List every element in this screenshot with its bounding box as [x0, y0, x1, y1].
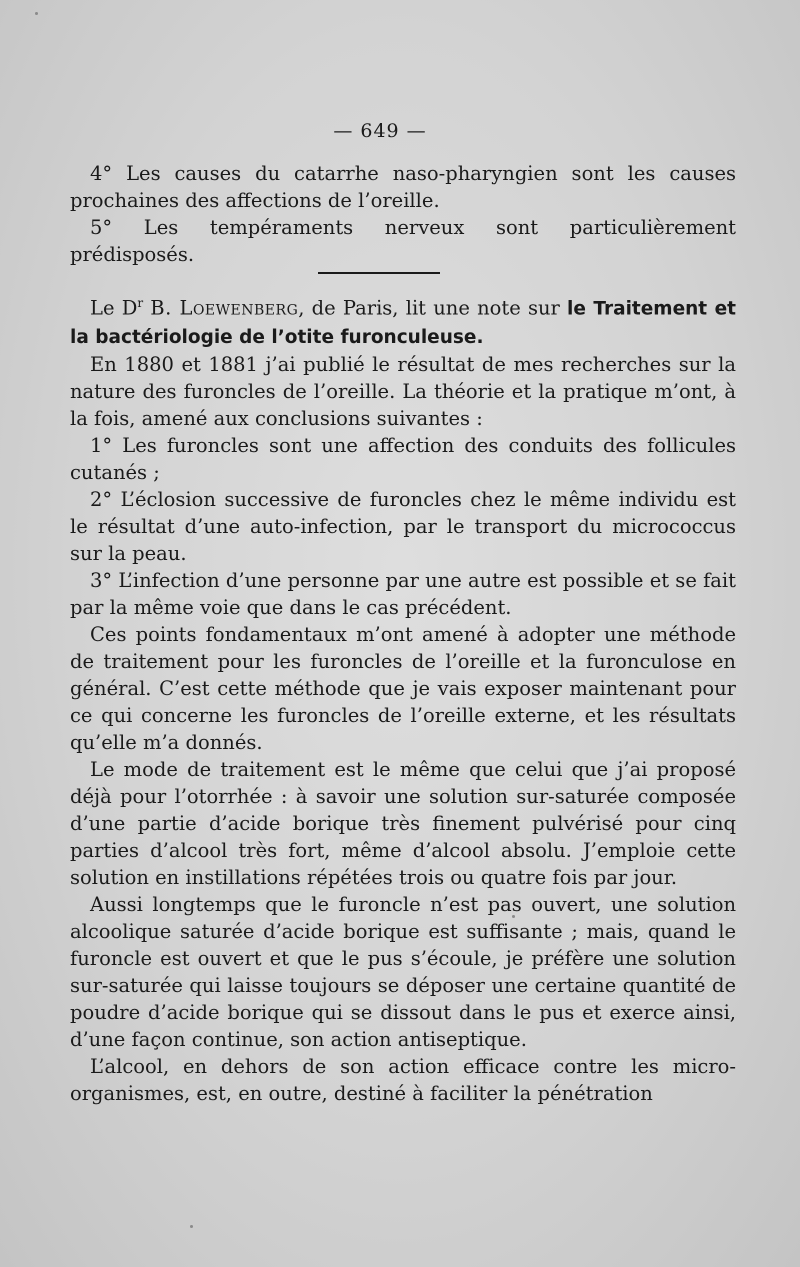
paragraph: Aussi longtemps que le furoncle n’est pas ouvert, une solution alcoolique saturée d’acide borique est suffisante ; mais, quand le furoncle est ouvert et que le pus s’écoule, je préfère une solution sur-saturée qui laisse toujours se déposer une certaine quantité de poudre d’acide borique qui se dissout dans le pus et exerce ainsi, d’une façon continue, son action antiseptique. — [70, 892, 736, 1051]
conclusions-previous — [70, 160, 736, 268]
paper-speck — [35, 12, 38, 15]
paper-speck — [190, 1225, 193, 1228]
section-divider — [318, 272, 440, 274]
page-number: — 649 — — [333, 120, 427, 142]
intro-paragraph — [70, 290, 736, 351]
article-body — [70, 290, 736, 1107]
paragraph: En 1880 et 1881 j’ai publié le résultat de mes recherches sur la nature des furoncles de l’oreille. La théorie et la pratique m’ont, à la fois, amené aux conclusions suivantes : — [70, 352, 736, 430]
paragraph: 2° L’éclosion successive de furoncles chez le même individu est le résultat d’une auto-infection, par le transport du micrococcus sur la peau. — [70, 487, 736, 565]
article-title: le Traitement et la bactériologie de l’otite furonculeuse. — [70, 298, 736, 348]
intro-superscript: r — [137, 296, 144, 310]
paragraph: Le mode de traitement est le même que celui que j’ai proposé déjà pour l’otorrhée : à savoir une solution sur-saturée composée d’une partie d’acide borique très finement pulvérisé pour cinq parties d’alcool très fort, même d’alcool absolu. J’emploie cette solution en instillations répétées trois ou quatre fois par jour. — [70, 757, 736, 889]
paragraph: 3° L’infection d’une personne par une autre est possible et se fait par la même voie que dans le cas précédent. — [70, 568, 736, 619]
paragraph: Ces points fondamentaux m’ont amené à adopter une méthode de traitement pour les furoncles de l’oreille et la furonculose en général. C’est cette méthode que je vais exposer maintenant pour ce qui concerne les furoncles de l’oreille externe, et les résultats qu’elle m’a donnés. — [70, 622, 736, 754]
paper-speck — [512, 915, 515, 918]
paragraph-4: 4° Les causes du catarrhe naso-pharyngien sont les causes prochaines des affections de l’oreille. — [70, 162, 736, 212]
author-name: B. Loewenberg — [150, 296, 299, 320]
intro-prefix: Le D — [90, 296, 138, 320]
paragraph: L’alcool, en dehors de son action efficace contre les micro-organismes, est, en outre, destiné à faciliter la pénétration — [70, 1054, 736, 1105]
paragraph: 1° Les furoncles sont une affection des conduits des follicules cutanés ; — [70, 433, 736, 484]
intro-middle: , de Paris, lit une note sur — [298, 296, 568, 320]
paragraph-5: 5° Les tempéraments nerveux sont particulièrement prédisposés. — [70, 216, 736, 266]
